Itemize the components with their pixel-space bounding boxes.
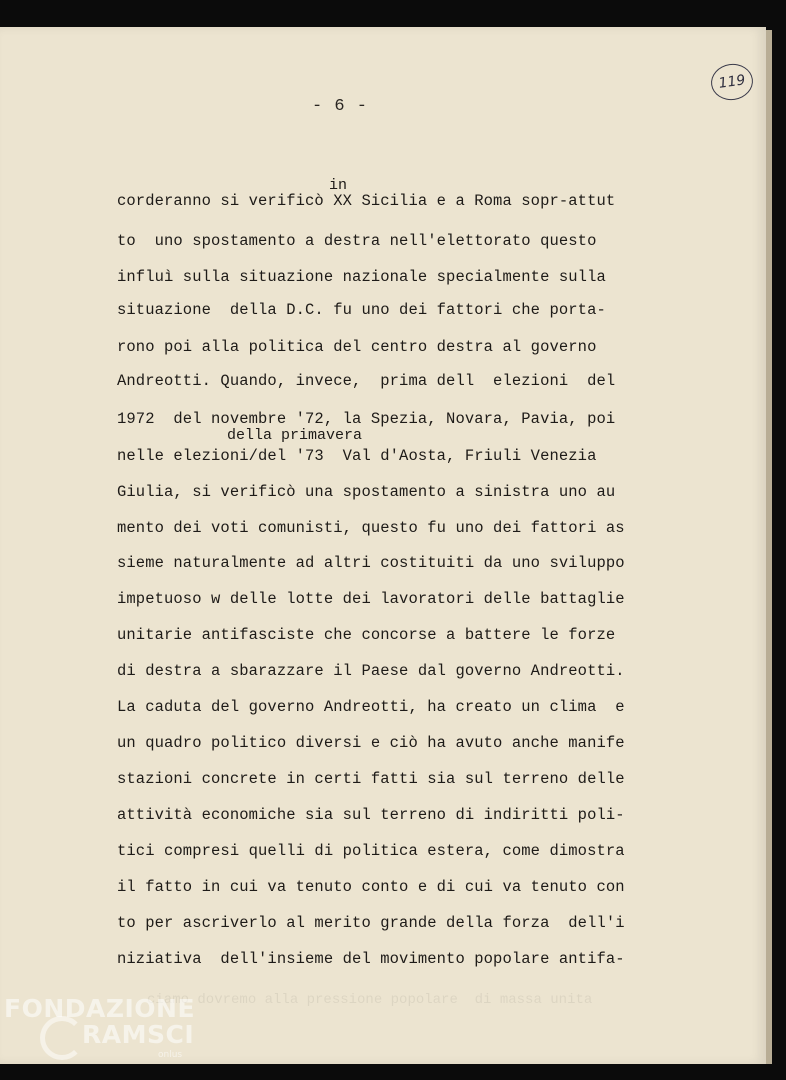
interlinear-insert: della primavera bbox=[227, 427, 363, 444]
text-line: situazione della D.C. fu uno dei fattori che porta- bbox=[117, 301, 606, 319]
watermark-g-logo-icon bbox=[40, 1016, 84, 1060]
page-edge bbox=[766, 30, 772, 1064]
text-line: attività economiche sia sul terreno di indiritti poli- bbox=[117, 806, 625, 824]
interlinear-insert: in bbox=[329, 177, 348, 194]
text-line: Giulia, si verificò una spostamento a sinistra uno au bbox=[117, 483, 616, 501]
text-line: niziativa dell'insieme del movimento popolare antifa- bbox=[117, 950, 625, 968]
text-line: unitarie antifasciste che concorse a battere le forze bbox=[117, 626, 616, 644]
text-line: un quadro politico diversi e ciò ha avuto anche manife bbox=[117, 734, 625, 752]
watermark-line-1: FONDAZIONE bbox=[4, 994, 196, 1023]
text-line: 1972 del novembre '72, la Spezia, Novara, Pavia, poi bbox=[117, 410, 616, 428]
text-line: tici compresi quelli di politica estera, come dimostra bbox=[117, 842, 625, 860]
text-line: corderanno si verificò XX Sicilia e a Roma sopr-attut bbox=[117, 192, 616, 210]
text-line: nelle elezioni/del '73 Val d'Aosta, Friuli Venezia bbox=[117, 447, 597, 465]
text-line: di destra a sbarazzare il Paese dal governo Andreotti. bbox=[117, 662, 625, 680]
document-page bbox=[0, 27, 766, 1064]
text-line: influì sulla situazione nazionale specialmente sulla bbox=[117, 268, 606, 286]
text-line: La caduta del governo Andreotti, ha creato un clima e bbox=[117, 698, 625, 716]
page-number: - 6 - bbox=[311, 97, 368, 116]
text-line: sieme naturalmente ad altri costituiti da uno sviluppo bbox=[117, 554, 625, 572]
bleed-through-text: ciamo dovremo alla pressione popolare di massa unita bbox=[147, 992, 593, 1008]
text-line: il fatto in cui va tenuto conto e di cui va tenuto con bbox=[117, 878, 625, 896]
text-line: Andreotti. Quando, invece, prima dell elezioni del bbox=[117, 372, 616, 390]
text-line: stazioni concrete in certi fatti sia sul terreno delle bbox=[117, 770, 625, 788]
text-line: impetuoso w delle lotte dei lavoratori delle battaglie bbox=[117, 590, 625, 608]
fondazione-gramsci-watermark bbox=[4, 990, 204, 1070]
text-line: to per ascriverlo al merito grande della forza dell'i bbox=[117, 914, 625, 932]
watermark-sub: onlus bbox=[158, 1050, 183, 1060]
watermark-line-2: RAMSCI bbox=[82, 1020, 195, 1049]
text-line: to uno spostamento a destra nell'elettorato questo bbox=[117, 232, 597, 250]
text-line: mento dei voti comunisti, questo fu uno dei fattori as bbox=[117, 519, 625, 537]
archive-number-stamp: 119 bbox=[709, 61, 756, 102]
text-line: rono poi alla politica del centro destra al governo bbox=[117, 338, 597, 356]
